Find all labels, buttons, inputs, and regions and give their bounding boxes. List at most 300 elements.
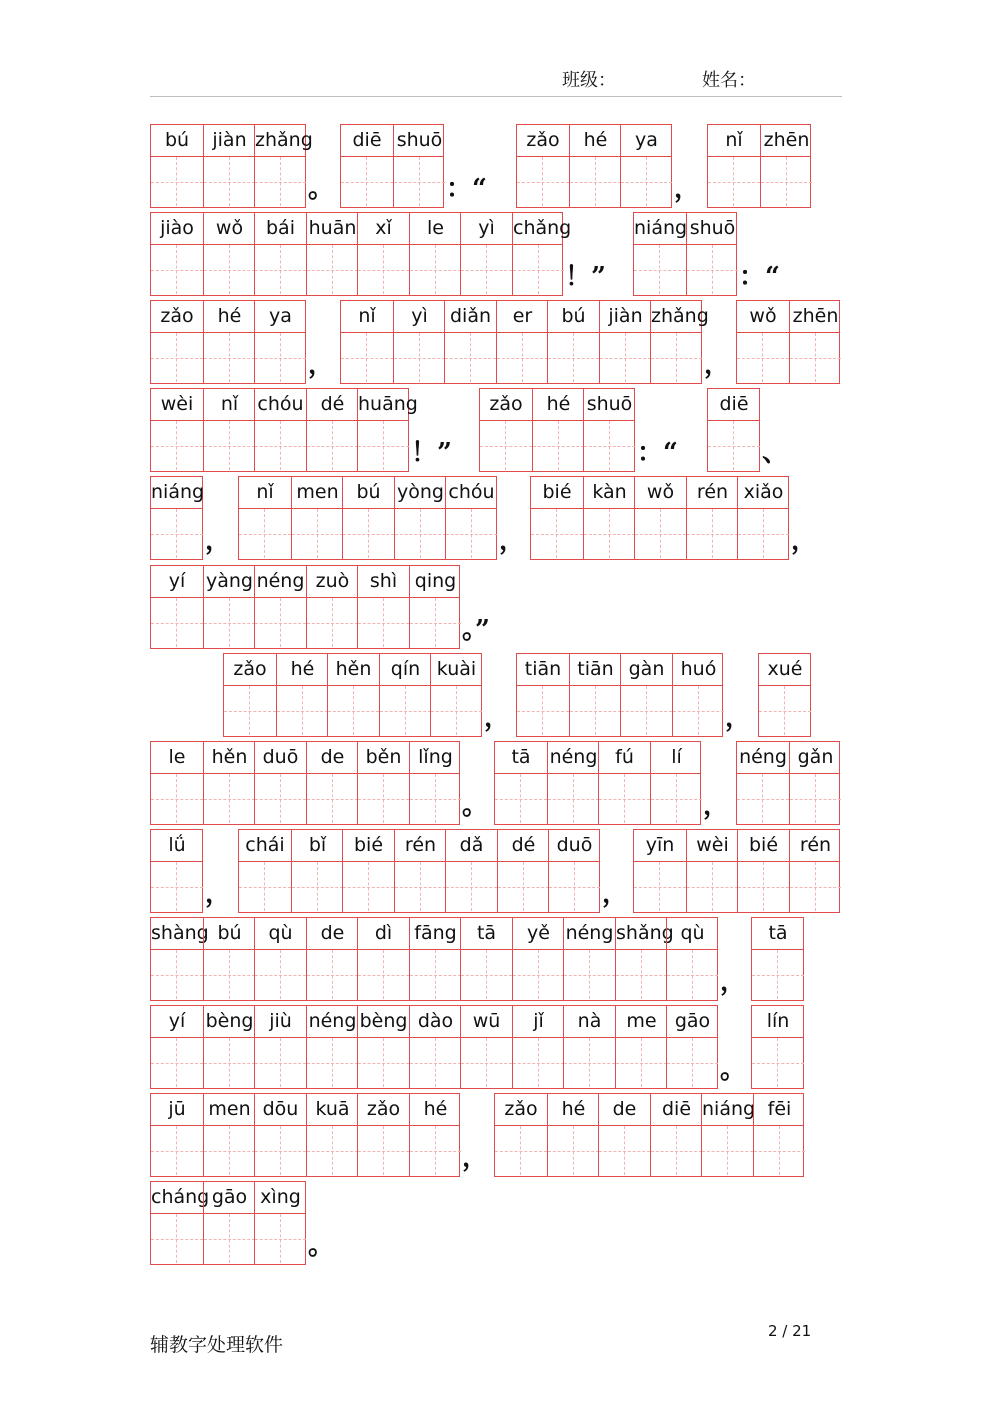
pinyin-syllable: huāng xyxy=(358,393,418,415)
pinyin-syllable: yàng xyxy=(206,570,253,592)
pinyin-syllable: fāng xyxy=(414,922,457,944)
guide-line xyxy=(752,1063,804,1064)
pinyin-box-group xyxy=(751,1005,804,1089)
guide-line xyxy=(229,333,230,382)
guide-line xyxy=(176,862,177,911)
guide-line xyxy=(151,799,203,800)
guide-line xyxy=(815,774,816,823)
pinyin-syllable: qù xyxy=(268,922,293,944)
guide-line xyxy=(759,711,811,712)
guide-line xyxy=(341,358,393,359)
writing-cell xyxy=(254,389,306,471)
pinyin-syllable: duō xyxy=(262,746,299,768)
guide-line xyxy=(229,245,230,294)
punctuation-mark: ！” xyxy=(411,438,452,468)
guide-line xyxy=(239,887,291,888)
pinyin-syllable: gāo xyxy=(674,1010,711,1032)
pinyin-box-group xyxy=(238,476,497,560)
writing-cell xyxy=(650,742,702,824)
pinyin-box-group xyxy=(150,829,203,913)
writing-cell xyxy=(254,1182,306,1264)
punctuation-mark: ， xyxy=(703,791,730,821)
punctuation-mark: ， xyxy=(704,350,731,380)
writing-cell xyxy=(701,1094,756,1176)
writing-cell xyxy=(203,125,255,207)
guide-line xyxy=(777,1038,778,1087)
punctuation-mark: 、 xyxy=(762,438,789,468)
guide-line xyxy=(676,1126,677,1175)
writing-cell xyxy=(547,301,599,383)
pinyin-syllable: tiān xyxy=(577,658,614,680)
writing-cell xyxy=(203,301,255,383)
guide-line xyxy=(151,623,203,624)
guide-line xyxy=(523,862,524,911)
writing-cell xyxy=(254,918,306,1000)
pinyin-syllable: wèi xyxy=(696,834,729,856)
pinyin-syllable: cháng xyxy=(151,1186,210,1208)
pinyin-syllable: niáng xyxy=(151,481,205,503)
pinyin-syllable: zǎo xyxy=(526,129,560,151)
guide-line xyxy=(383,421,384,470)
pinyin-box-group xyxy=(150,1093,460,1177)
pinyin-syllable: xiǎo xyxy=(743,481,784,503)
pinyin-syllable: jǐ xyxy=(533,1010,544,1032)
guide-line xyxy=(495,1151,547,1152)
pinyin-syllable: er xyxy=(512,305,533,327)
pinyin-box-group xyxy=(751,917,804,1001)
pinyin-syllable: dì xyxy=(374,922,393,944)
writing-cell xyxy=(598,742,650,824)
pinyin-box-group xyxy=(150,741,460,825)
pinyin-syllable: dào xyxy=(417,1010,454,1032)
guide-line xyxy=(332,1038,333,1087)
writing-cell xyxy=(650,301,709,383)
pinyin-syllable: shuō xyxy=(396,129,443,151)
punctuation-mark: ， xyxy=(791,526,818,556)
writing-cell xyxy=(708,125,760,207)
guide-line xyxy=(419,333,420,382)
writing-cell xyxy=(224,654,276,736)
punctuation-mark: ：“ xyxy=(446,174,487,204)
writing-cell xyxy=(254,1006,306,1088)
pinyin-syllable: de xyxy=(320,746,345,768)
pinyin-syllable: wèi xyxy=(160,393,194,415)
pinyin-box-group xyxy=(150,212,572,296)
writing-cell xyxy=(547,742,599,824)
guide-line xyxy=(480,446,532,447)
writing-cell xyxy=(151,918,209,1000)
guide-line xyxy=(176,1038,177,1087)
guide-line xyxy=(456,686,457,735)
guide-line xyxy=(280,774,281,823)
pinyin-box-group xyxy=(736,741,840,825)
guide-line xyxy=(737,358,789,359)
punctuation-mark: 。 xyxy=(308,174,335,204)
guide-line xyxy=(383,245,384,294)
writing-cell xyxy=(291,477,343,559)
writing-cell xyxy=(563,1006,615,1088)
guide-line xyxy=(229,421,230,470)
guide-line xyxy=(332,1126,333,1175)
pinyin-syllable: xǐ xyxy=(375,217,392,239)
pinyin-syllable: chóu xyxy=(448,481,495,503)
guide-line xyxy=(589,950,590,999)
writing-cell xyxy=(151,125,203,207)
guide-line xyxy=(151,270,203,271)
guide-line xyxy=(505,421,506,470)
writing-cell xyxy=(357,1094,409,1176)
pinyin-syllable: duō xyxy=(556,834,593,856)
pinyin-box-group xyxy=(516,653,723,737)
writing-cell xyxy=(276,654,328,736)
guide-line xyxy=(737,799,789,800)
writing-cell xyxy=(737,477,789,559)
guide-line xyxy=(280,157,281,206)
guide-line xyxy=(249,686,250,735)
pinyin-box-group xyxy=(150,476,203,560)
guide-line xyxy=(712,245,713,294)
guide-line xyxy=(151,446,203,447)
guide-line xyxy=(229,950,230,999)
footer-software-name: 辅教字处理软件 xyxy=(150,1334,284,1356)
pinyin-syllable: bú xyxy=(561,305,586,327)
pinyin-syllable: gāo xyxy=(211,1186,248,1208)
writing-cell xyxy=(151,477,203,559)
writing-cell xyxy=(291,830,343,912)
pinyin-syllable: niáng xyxy=(634,217,688,239)
guide-line xyxy=(786,157,787,206)
guide-line xyxy=(595,686,596,735)
writing-cell xyxy=(634,477,686,559)
guide-line xyxy=(366,157,367,206)
pinyin-syllable: le xyxy=(427,217,444,239)
guide-line xyxy=(151,358,203,359)
guide-line xyxy=(558,421,559,470)
guide-line xyxy=(280,1038,281,1087)
writing-cell xyxy=(342,830,394,912)
punctuation-mark: ， xyxy=(499,526,526,556)
pinyin-syllable: tā xyxy=(476,922,497,944)
guide-line xyxy=(659,862,660,911)
writing-cell xyxy=(789,742,841,824)
writing-cell xyxy=(445,477,497,559)
pinyin-syllable: tiān xyxy=(524,658,562,680)
guide-line xyxy=(815,333,816,382)
guide-line xyxy=(784,686,785,735)
pinyin-box-group xyxy=(150,1005,718,1089)
pinyin-box-group xyxy=(516,124,672,208)
writing-cell xyxy=(151,830,203,912)
punctuation-mark: 。 xyxy=(308,1231,335,1261)
writing-cell xyxy=(342,477,394,559)
pinyin-syllable: tā xyxy=(511,746,531,768)
writing-cell xyxy=(394,477,446,559)
guide-line xyxy=(752,975,804,976)
pinyin-syllable: fēi xyxy=(767,1098,792,1120)
guide-line xyxy=(589,1038,590,1087)
guide-line xyxy=(712,509,713,558)
writing-cell xyxy=(357,566,409,648)
pinyin-syllable: néng xyxy=(739,746,787,768)
guide-line xyxy=(712,862,713,911)
guide-line xyxy=(229,1126,230,1175)
guide-line xyxy=(405,686,406,735)
pinyin-syllable: kàn xyxy=(592,481,627,503)
pinyin-syllable: zǎo xyxy=(504,1098,538,1120)
guide-line xyxy=(332,245,333,294)
writing-cell xyxy=(151,566,203,648)
pinyin-syllable: dé xyxy=(511,834,536,856)
guide-line xyxy=(698,686,699,735)
writing-cell xyxy=(306,1006,358,1088)
writing-cell xyxy=(409,918,461,1000)
writing-cell xyxy=(495,742,547,824)
guide-line xyxy=(779,1126,780,1175)
guide-line xyxy=(435,1038,436,1087)
guide-line xyxy=(280,245,281,294)
guide-line xyxy=(762,333,763,382)
guide-line xyxy=(151,975,203,976)
pinyin-syllable: kuài xyxy=(436,658,477,680)
guide-line xyxy=(176,598,177,647)
pinyin-syllable: hé xyxy=(290,658,315,680)
guide-line xyxy=(332,598,333,647)
writing-cell xyxy=(512,918,564,1000)
pinyin-box-group xyxy=(707,124,811,208)
writing-cell xyxy=(615,1006,667,1088)
pinyin-syllable: men xyxy=(296,481,339,503)
writing-cell xyxy=(666,1006,718,1088)
guide-line xyxy=(495,799,547,800)
guide-line xyxy=(229,157,230,206)
guide-line xyxy=(692,950,693,999)
writing-cell xyxy=(598,1094,650,1176)
guide-line xyxy=(332,421,333,470)
guide-line xyxy=(762,774,763,823)
pinyin-syllable: bèng xyxy=(359,1010,408,1032)
guide-line xyxy=(383,950,384,999)
guide-line xyxy=(302,686,303,735)
guide-line xyxy=(317,509,318,558)
guide-line xyxy=(471,862,472,911)
guide-line xyxy=(419,157,420,206)
guide-line xyxy=(151,182,203,183)
pinyin-syllable: jiù xyxy=(269,1010,292,1032)
pinyin-syllable: bú xyxy=(356,481,381,503)
pinyin-syllable: zhǎng xyxy=(255,129,313,151)
pinyin-syllable: zhēn xyxy=(763,129,810,151)
pinyin-box-group xyxy=(340,124,444,208)
writing-cell xyxy=(357,213,409,295)
pinyin-syllable: rén xyxy=(696,481,729,503)
writing-cell xyxy=(254,125,313,207)
pinyin-syllable: néng xyxy=(565,922,614,944)
writing-cell xyxy=(151,213,203,295)
pinyin-syllable: zuò xyxy=(315,570,350,592)
guide-line xyxy=(176,1126,177,1175)
pinyin-syllable: shuō xyxy=(689,217,736,239)
guide-line xyxy=(531,534,583,535)
punctuation-mark: ， xyxy=(602,879,629,909)
pinyin-box-group xyxy=(494,741,701,825)
guide-line xyxy=(151,1151,203,1152)
guide-line xyxy=(486,245,487,294)
punctuation-mark: ， xyxy=(725,703,752,733)
pinyin-syllable: diǎn xyxy=(449,305,492,327)
punctuation-mark: ， xyxy=(484,703,511,733)
writing-cell xyxy=(357,389,418,471)
guide-line xyxy=(368,862,369,911)
writing-cell xyxy=(760,125,812,207)
pinyin-syllable: qù xyxy=(680,922,705,944)
writing-cell xyxy=(430,654,482,736)
writing-cell xyxy=(409,213,461,295)
pinyin-syllable: néng xyxy=(549,746,598,768)
pinyin-box-group xyxy=(479,388,635,472)
guide-line xyxy=(264,509,265,558)
writing-cell xyxy=(737,301,789,383)
pinyin-syllable: diē xyxy=(661,1098,692,1120)
writing-cell xyxy=(203,1006,255,1088)
guide-line xyxy=(641,950,642,999)
writing-cell xyxy=(203,742,255,824)
pinyin-syllable: niáng xyxy=(702,1098,756,1120)
writing-cell xyxy=(341,125,393,207)
guide-line xyxy=(522,333,523,382)
punctuation-mark: ！” xyxy=(565,262,606,292)
writing-cell xyxy=(686,830,738,912)
pinyin-syllable: bèng xyxy=(205,1010,254,1032)
pinyin-syllable: nǐ xyxy=(220,393,239,415)
guide-line xyxy=(573,333,574,382)
guide-line xyxy=(435,950,436,999)
writing-cell xyxy=(686,213,738,295)
pinyin-syllable: wǒ xyxy=(215,217,244,239)
guide-line xyxy=(176,1214,177,1263)
pinyin-syllable: lín xyxy=(766,1010,790,1032)
pinyin-syllable: bié xyxy=(748,834,779,856)
writing-cell xyxy=(151,742,203,824)
writing-cell xyxy=(409,742,461,824)
guide-line xyxy=(517,711,569,712)
guide-line xyxy=(609,509,610,558)
writing-cell xyxy=(480,389,532,471)
guide-line xyxy=(435,598,436,647)
pinyin-syllable: rén xyxy=(404,834,437,856)
writing-cell xyxy=(254,301,306,383)
pinyin-syllable: xìng xyxy=(260,1186,301,1208)
pinyin-syllable: huó xyxy=(680,658,717,680)
pinyin-syllable: dé xyxy=(320,393,345,415)
pinyin-syllable: bái xyxy=(266,217,295,239)
guide-line xyxy=(176,333,177,382)
pinyin-syllable: diē xyxy=(352,129,382,151)
writing-cell xyxy=(708,389,760,471)
pinyin-box-group xyxy=(340,300,709,384)
writing-cell xyxy=(547,1094,599,1176)
guide-line xyxy=(176,157,177,206)
writing-cell xyxy=(203,1182,255,1264)
punctuation-mark: ， xyxy=(205,526,232,556)
writing-cell xyxy=(460,213,512,295)
guide-line xyxy=(280,950,281,999)
guide-line xyxy=(538,1038,539,1087)
pinyin-syllable: tā xyxy=(768,922,788,944)
guide-line xyxy=(224,711,276,712)
pinyin-syllable: le xyxy=(168,746,186,768)
pinyin-syllable: lǐng xyxy=(418,746,453,768)
guide-line xyxy=(420,862,421,911)
guide-line xyxy=(646,686,647,735)
pinyin-syllable: me xyxy=(626,1010,657,1032)
writing-cell xyxy=(254,213,306,295)
guide-line xyxy=(435,245,436,294)
pinyin-syllable: yì xyxy=(411,305,428,327)
writing-cell xyxy=(306,566,358,648)
guide-line xyxy=(151,534,203,535)
writing-cell xyxy=(686,477,738,559)
guide-line xyxy=(332,774,333,823)
punctuation-mark: 。 xyxy=(462,791,489,821)
pinyin-syllable: néng xyxy=(256,570,305,592)
pinyin-syllable: zǎo xyxy=(489,393,523,415)
writing-cell xyxy=(357,918,409,1000)
guide-line xyxy=(634,270,686,271)
pinyin-syllable: gàn xyxy=(628,658,665,680)
guide-line xyxy=(609,421,610,470)
writing-cell xyxy=(409,1094,461,1176)
pinyin-syllable: fú xyxy=(615,746,634,768)
writing-cell xyxy=(151,1094,203,1176)
guide-line xyxy=(676,774,677,823)
class-label: 班级： xyxy=(562,70,616,91)
writing-cell xyxy=(151,389,203,471)
writing-cell xyxy=(254,742,306,824)
writing-cell xyxy=(512,213,572,295)
punctuation-mark: ：“ xyxy=(739,262,780,292)
guide-line xyxy=(176,245,177,294)
guide-line xyxy=(573,774,574,823)
pinyin-syllable: hé xyxy=(561,1098,586,1120)
writing-cell xyxy=(306,918,358,1000)
pinyin-box-group xyxy=(736,300,840,384)
pinyin-syllable: shì xyxy=(369,570,398,592)
writing-cell xyxy=(517,654,569,736)
pinyin-syllable: yě xyxy=(527,922,550,944)
writing-cell xyxy=(306,742,358,824)
punctuation-mark: ， xyxy=(308,350,335,380)
guide-line xyxy=(239,534,291,535)
pinyin-syllable: lí xyxy=(671,746,682,768)
pinyin-box-group xyxy=(707,388,760,472)
writing-cell xyxy=(495,1094,547,1176)
writing-cell xyxy=(752,1006,804,1088)
punctuation-mark: ， xyxy=(462,1143,489,1173)
pinyin-syllable: gǎn xyxy=(797,746,834,768)
pinyin-syllable: jiào xyxy=(160,217,194,239)
pinyin-syllable: jū xyxy=(168,1098,186,1120)
guide-line xyxy=(625,333,626,382)
pinyin-syllable: zǎo xyxy=(366,1098,401,1120)
guide-line xyxy=(176,950,177,999)
pinyin-syllable: hěn xyxy=(211,746,248,768)
writing-cell xyxy=(203,1094,255,1176)
guide-line xyxy=(641,1038,642,1087)
punctuation-mark: ：“ xyxy=(637,438,678,468)
writing-cell xyxy=(394,830,446,912)
pinyin-syllable: běn xyxy=(365,746,402,768)
writing-cell xyxy=(460,1006,512,1088)
